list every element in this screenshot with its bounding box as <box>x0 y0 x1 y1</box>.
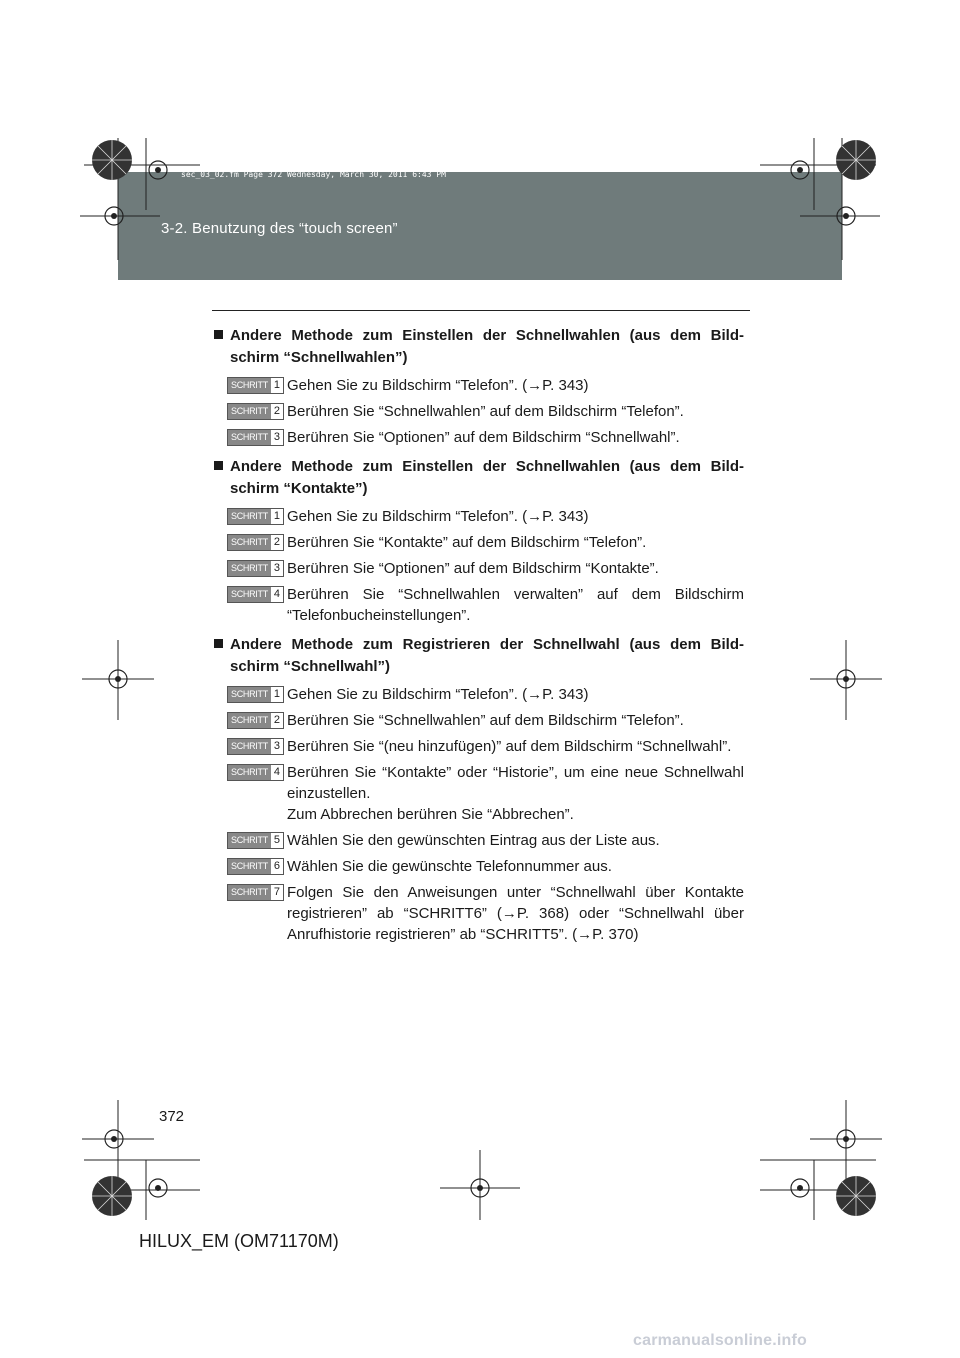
section-title: 3-2. Benutzung des “touch screen” <box>161 220 398 237</box>
step-item <box>214 736 744 757</box>
step-badge: SCHRITT 1 <box>227 377 284 394</box>
section-3 <box>214 634 744 945</box>
step-item <box>214 401 744 422</box>
step-badge: SCHRITT 1 <box>227 508 284 525</box>
manual-code: HILUX_EM (OM71170M) <box>139 1231 339 1251</box>
step-item <box>214 882 744 945</box>
step-item <box>214 684 744 705</box>
step-badge: SCHRITT 2 <box>227 534 284 551</box>
page-number: 372 <box>159 1108 185 1125</box>
section-1 <box>214 325 744 448</box>
step-item <box>214 558 744 579</box>
section-heading: Andere Methode zum Registrieren der Schnellwahl (aus dem Bild-schirm “Schnellwahl”) <box>214 634 744 678</box>
square-bullet-icon <box>214 325 230 347</box>
step-text: Folgen Sie den Anweisungen unter “Schnellwahl über Kontakte registrieren” ab “SCHRITT6” (→P. 368) oder “Schnellwahl über Anrufhistorie registrieren” ab “SCHRITT5”. (→P. 370) <box>287 884 744 943</box>
step-item <box>214 830 744 851</box>
step-badge: SCHRITT 4 <box>227 764 284 781</box>
section-heading: Andere Methode zum Einstellen der Schnellwahlen (aus dem Bild-schirm “Kontakte”) <box>214 456 744 500</box>
step-badge: SCHRITT 1 <box>227 686 284 703</box>
main-content <box>214 325 744 953</box>
step-text: Wählen Sie die gewünschte Telefonnummer aus. <box>287 858 612 875</box>
step-item <box>214 532 744 553</box>
step-badge: SCHRITT 4 <box>227 586 284 603</box>
step-text: Wählen Sie den gewünschten Eintrag aus der Liste aus. <box>287 832 660 849</box>
step-text: Gehen Sie zu Bildschirm “Telefon”. (→P. 343) <box>287 377 589 394</box>
step-text: Berühren Sie “Optionen” auf dem Bildschirm “Schnellwahl”. <box>287 429 680 446</box>
print-stamp: sec_03_02.fm Page 372 Wednesday, March 30, 2011 6:43 PM <box>181 170 446 179</box>
step-item <box>214 506 744 527</box>
step-text: Berühren Sie “Kontakte” auf dem Bildschirm “Telefon”. <box>287 534 647 551</box>
step-item <box>214 710 744 731</box>
step-item <box>214 427 744 448</box>
step-badge: SCHRITT 2 <box>227 403 284 420</box>
step-text: Berühren Sie “Kontakte” oder “Historie”, um eine neue Schnellwahl einzustellen. Zum Abbrechen berühren Sie “Abbrechen”. <box>287 764 744 823</box>
section-heading: Andere Methode zum Einstellen der Schnellwahlen (aus dem Bild-schirm “Schnellwahlen”) <box>214 325 744 369</box>
step-badge: SCHRITT 6 <box>227 858 284 875</box>
step-item <box>214 375 744 396</box>
step-text: Berühren Sie “Optionen” auf dem Bildschirm “Kontakte”. <box>287 560 659 577</box>
step-text: Gehen Sie zu Bildschirm “Telefon”. (→P. 343) <box>287 508 589 525</box>
step-text: Berühren Sie “(neu hinzufügen)” auf dem Bildschirm “Schnellwahl”. <box>287 738 732 755</box>
step-text: Gehen Sie zu Bildschirm “Telefon”. (→P. 343) <box>287 686 589 703</box>
square-bullet-icon <box>214 634 230 656</box>
step-badge: SCHRITT 5 <box>227 832 284 849</box>
step-badge: SCHRITT 3 <box>227 560 284 577</box>
step-badge: SCHRITT 3 <box>227 429 284 446</box>
step-text: Berühren Sie “Schnellwahlen” auf dem Bildschirm “Telefon”. <box>287 712 684 729</box>
section-2 <box>214 456 744 626</box>
step-text: Berühren Sie “Schnellwahlen” auf dem Bildschirm “Telefon”. <box>287 403 684 420</box>
top-rule <box>212 310 750 311</box>
step-item <box>214 584 744 626</box>
step-badge: SCHRITT 2 <box>227 712 284 729</box>
step-item <box>214 856 744 877</box>
watermark[interactable]: carmanualsonline.info <box>633 1332 808 1349</box>
step-text: Berühren Sie “Schnellwahlen verwalten” auf dem Bildschirm “Telefonbucheinstellungen”. <box>287 586 744 624</box>
step-badge: SCHRITT 3 <box>227 738 284 755</box>
square-bullet-icon <box>214 456 230 478</box>
step-item <box>214 762 744 825</box>
step-badge: SCHRITT 7 <box>227 884 284 901</box>
